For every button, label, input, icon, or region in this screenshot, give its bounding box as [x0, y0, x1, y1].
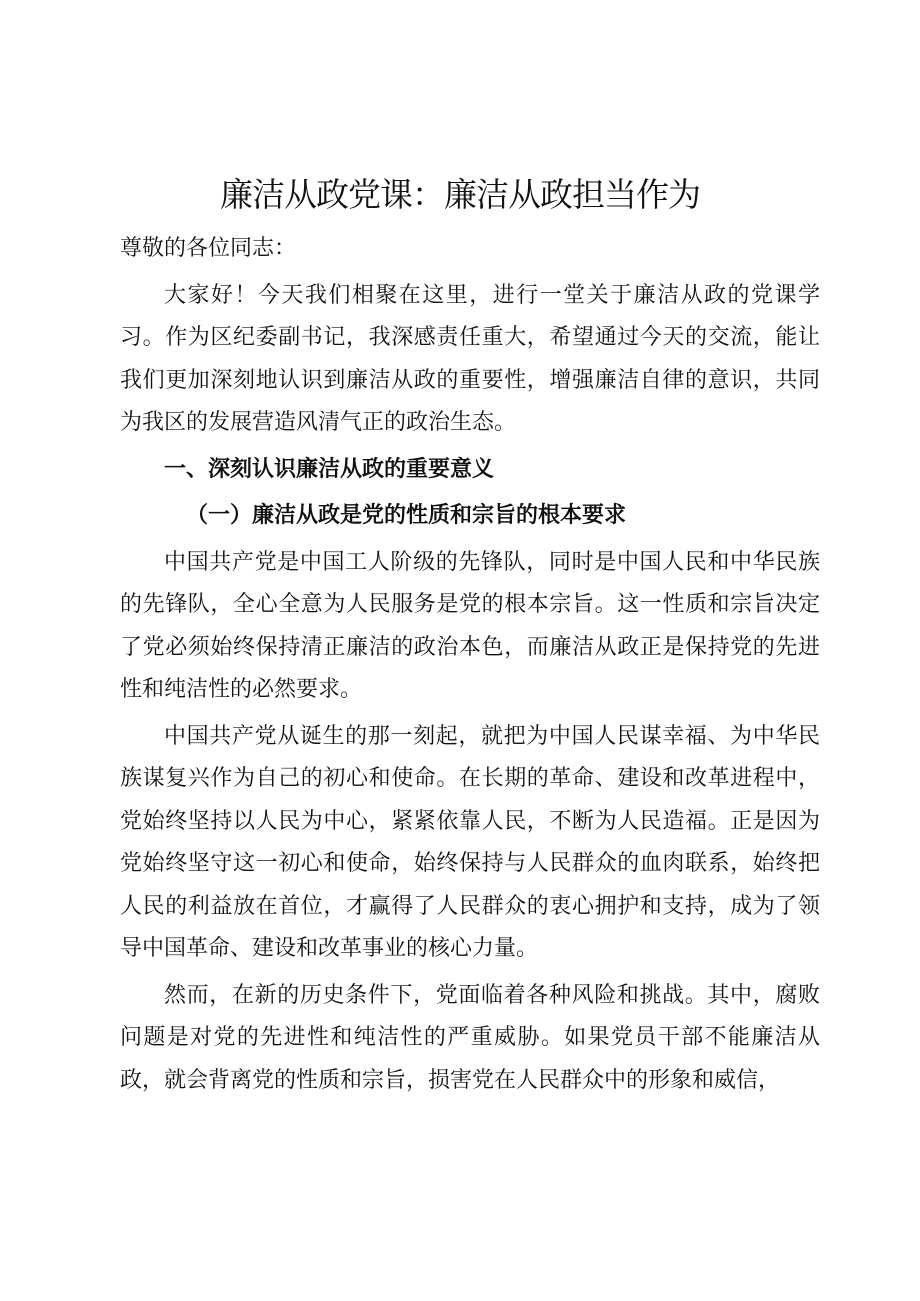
- section-heading: 一、深刻认识廉洁从政的重要意义: [164, 456, 495, 482]
- document-title: 廉洁从政党课：廉洁从政担当作为: [220, 175, 700, 214]
- body-paragraph: 然而，在新的历史条件下，党面临着各种风险和挑战。其中，腐败问题是对党的先进性和纯洁性的严重威胁。如果党员干部不能廉洁从政，就会背离党的性质和宗旨，损害党在人民群众中的形象和威信，: [120, 982, 820, 1093]
- intro-paragraph: 大家好！今天我们相聚在这里，进行一堂关于廉洁从政的党课学习。作为区纪委副书记，我深感责任重大，希望通过今天的交流，能让我们更加深刻地认识到廉洁从政的重要性，增强廉洁自律的意识，共同为我区的发展营造风清气正的政治生态。: [120, 282, 820, 435]
- body-paragraph: 中国共产党是中国工人阶级的先锋队，同时是中国人民和中华民族的先锋队，全心全意为人民服务是党的根本宗旨。这一性质和宗旨决定了党必须始终保持清正廉洁的政治本色，而廉洁从政正是保持党的先进性和纯洁性的必然要求。: [120, 549, 820, 702]
- subsection-heading: （一）廉洁从政是党的性质和宗旨的根本要求: [186, 503, 627, 528]
- document-body: [120, 228, 820, 1102]
- salutation: 尊敬的各位同志：: [120, 236, 297, 261]
- body-paragraph: 中国共产党从诞生的那一刻起，就把为中国人民谋幸福、为中华民族谋复兴作为自己的初心和使命。在长期的革命、建设和改革进程中，党始终坚持以人民为中心，紧紧依靠人民，不断为人民造福。正是因为党始终坚守这一初心和使命，始终保持与人民群众的血肉联系，始终把人民的利益放在首位，才赢得了人民群众的衷心拥护和支持，成为了领导中国革命、建设和改革事业的核心力量。: [120, 723, 820, 961]
